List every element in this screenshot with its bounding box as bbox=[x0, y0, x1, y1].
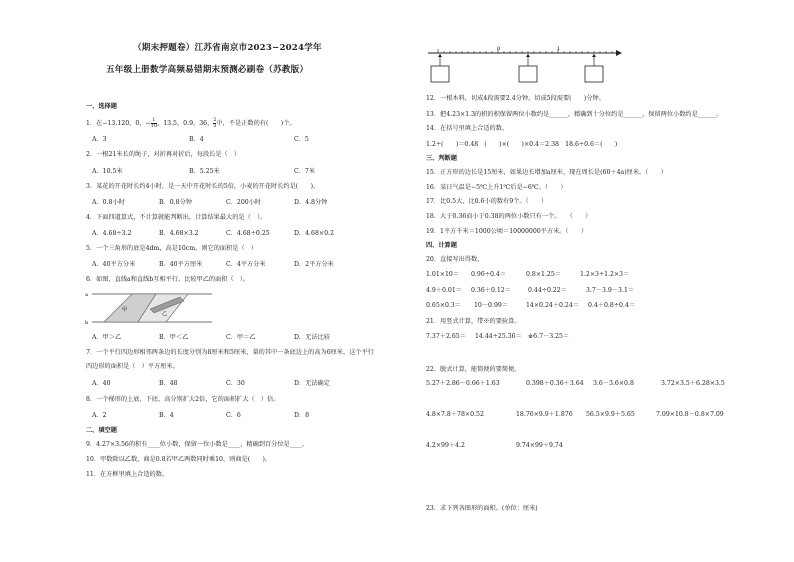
q22-item-3-2: 9.74×99＋9.74 bbox=[516, 442, 563, 449]
tick-label-0: 0 bbox=[497, 46, 501, 52]
q5-option-a[interactable]: A．40平方分米 bbox=[92, 261, 136, 268]
q5-option-b[interactable]: B．40平方厘米 bbox=[159, 261, 203, 268]
q1-fraction-b-num: 2 bbox=[213, 117, 217, 123]
paper-title-line1: （期末押题卷）江苏省南京市2023−2024学年 bbox=[133, 43, 322, 53]
q8-option-b[interactable]: B．4 bbox=[159, 412, 174, 419]
number-line-figure bbox=[426, 44, 622, 86]
question-20: 20．直接写出得数。 bbox=[426, 256, 484, 263]
q20-item-3-1: 0.65×0.3＝ bbox=[426, 302, 461, 309]
q20-item-3-3: 14×0.24＋0.24＝ bbox=[526, 302, 579, 309]
label-a: a bbox=[85, 292, 88, 298]
answer-box-1[interactable] bbox=[431, 66, 449, 82]
q1-option-a[interactable]: A．3 bbox=[92, 136, 107, 143]
q21-item-2: 14.44÷25.36＝ bbox=[475, 333, 522, 340]
q7-option-b[interactable]: B．48 bbox=[159, 380, 178, 387]
q7-option-a[interactable]: A．40 bbox=[92, 380, 111, 387]
pointer-3-head bbox=[592, 54, 596, 57]
q6-parallel-lines-figure bbox=[84, 289, 214, 331]
answer-box-3[interactable] bbox=[585, 66, 603, 82]
q22-item-1-4: 3.72×3.5＋6.28×3.5 bbox=[661, 380, 725, 387]
tick-label-1: 1 bbox=[557, 46, 561, 52]
q22-item-2-1: 4.8×7.8＋78×0.52 bbox=[426, 411, 484, 418]
question-5: 5．一个三角形的底是4dm，高是10cm，则它的面积是（ ） bbox=[86, 245, 258, 252]
q4-option-a[interactable]: A．4.68÷3.2 bbox=[92, 230, 132, 237]
q4-option-c[interactable]: C．4.68÷0.25 bbox=[226, 230, 270, 237]
question-23: 23．求下列各图形的面积。(单位：厘米) bbox=[426, 505, 538, 512]
q1-fraction-a-den: 10 bbox=[150, 123, 158, 129]
q20-item-2-4: 3.7－3.9－3.1＝ bbox=[586, 287, 635, 294]
number-line-ticks bbox=[438, 49, 612, 53]
question-16: 16．某日气温是−5℃上升1℃后是−6℃。（ ） bbox=[426, 184, 567, 191]
q1-fraction-a-num: 1 bbox=[152, 117, 156, 123]
q20-item-3-4: 0.4＋0.8÷0.4＝ bbox=[588, 302, 636, 309]
q20-item-2-2: 0.36＋0.12＝ bbox=[471, 287, 511, 294]
section-true-false: 三、判断题 bbox=[426, 155, 457, 162]
q22-item-2-3: 56.5×9.9＋5.65 bbox=[586, 411, 635, 418]
q6-option-c[interactable]: C．甲＝乙 bbox=[226, 334, 256, 341]
q3-option-a[interactable]: A．0.8小时 bbox=[92, 199, 125, 206]
question-15: 15．正方形的边长是15厘米，如果边长增加a厘米，现在周长是(60＋4a)厘米。（ ） bbox=[426, 169, 667, 176]
q22-item-3-1: 4.2×99＋4.2 bbox=[426, 442, 465, 449]
question-14-blanks[interactable]: 1.2÷( )＝0.48 ( )×( )×0.4＝2.38 18.6÷0.6＝( ) bbox=[426, 141, 618, 148]
q1-option-b[interactable]: B．4 bbox=[189, 136, 204, 143]
label-yi: 乙 bbox=[162, 311, 168, 317]
q7-option-d[interactable]: D．无法确定 bbox=[294, 380, 330, 387]
q20-item-3-2: 10－0.99＝ bbox=[474, 302, 509, 309]
question-21: 21．用竖式计算，带※的要验算。 bbox=[426, 318, 521, 325]
q3-option-c[interactable]: C．200小时 bbox=[226, 199, 262, 206]
question-7-cont: 四边形的面积是（ ）平方厘米。 bbox=[86, 363, 179, 370]
q20-item-1-3: 0.8×1.25＝ bbox=[526, 271, 561, 278]
q20-item-1-2: 0.96÷0.4＝ bbox=[471, 271, 506, 278]
q22-item-1-3: 3.6－3.6×0.8 bbox=[593, 380, 634, 387]
q2-option-b[interactable]: B．5.25米 bbox=[189, 168, 220, 175]
q8-option-c[interactable]: C．6 bbox=[226, 412, 241, 419]
q6-option-b[interactable]: B．甲＜乙 bbox=[159, 334, 189, 341]
q22-item-1-1: 5.27＋2.86－0.66＋1.63 bbox=[426, 380, 500, 387]
question-6: 6．如图，直线a和直线b互相平行。比较甲乙的面积（ ）。 bbox=[86, 276, 250, 283]
question-12: 12．一根木料，切成4段需要2.4分钟，切成5段需要( )分钟。 bbox=[426, 95, 605, 102]
q4-option-b[interactable]: B．4.68×3.2 bbox=[159, 230, 199, 237]
question-18: 18．大于0.36而小于0.38的两位小数只有一个。 （ ） bbox=[426, 213, 592, 220]
question-14: 14．在括号里填上合适的数。 bbox=[426, 125, 509, 132]
q7-option-c[interactable]: C．30 bbox=[226, 380, 245, 387]
answer-box-2[interactable] bbox=[519, 66, 537, 82]
number-line-arrow bbox=[616, 50, 622, 56]
label-b: b bbox=[85, 320, 89, 326]
question-1 bbox=[86, 118, 296, 129]
question-13: 13．把4.23×1.3的积的积保留两位小数约是______，精确到十分位约是______，保留两位小数约是______。 bbox=[426, 111, 723, 118]
q6-option-d[interactable]: D．无法比较 bbox=[294, 334, 330, 341]
question-19: 19．1平方千米＝1000公顷＝10000000平方米。（ ） bbox=[426, 228, 588, 235]
q22-item-1-2: 0.398＋0.36＋3.64 bbox=[526, 380, 584, 387]
q4-option-d[interactable]: D．4.68×0.2 bbox=[294, 230, 334, 237]
q8-option-a[interactable]: A．2 bbox=[92, 412, 107, 419]
question-17: 17．比0.5大，比0.6小的数有9个。（ ） bbox=[426, 198, 548, 205]
q5-option-d[interactable]: D．2平方分米 bbox=[294, 261, 334, 268]
q1-text-a: 1．在−13.120，0，− bbox=[86, 120, 151, 127]
q1-text-c: 中，不是正数的有( )个。 bbox=[216, 120, 296, 127]
q20-item-1-1: 1.01×10＝ bbox=[426, 271, 460, 278]
q3-option-d[interactable]: D．4.8分钟 bbox=[294, 199, 328, 206]
pointer-2-head bbox=[526, 54, 530, 57]
section-choice: 一、选择题 bbox=[86, 103, 117, 110]
q3-option-b[interactable]: B．0.8分钟 bbox=[159, 199, 192, 206]
q22-item-2-2: 18.76×9.9＋1.876 bbox=[516, 411, 573, 418]
label-jia: 甲 bbox=[122, 307, 128, 313]
question-8: 8．一个梯形的上底、下底、高分别扩大2倍，它的面积扩大（ ）倍。 bbox=[86, 396, 280, 403]
q1-fraction-b-den: 3 bbox=[213, 123, 217, 129]
paper-title-line2: 五年级上册数学高频易错期末预测必刷卷（苏教版） bbox=[106, 65, 309, 75]
question-7: 7．一个平行四边形相邻两条边的长度分别为8厘米和5厘米，量的其中一条底边上的高为6厘米，这个平行 bbox=[86, 349, 374, 356]
q1-option-c[interactable]: C．5 bbox=[294, 136, 309, 143]
q2-option-a[interactable]: A．10.5米 bbox=[92, 168, 123, 175]
q22-item-2-4: 7.09×10.8－0.8×7.09 bbox=[656, 411, 724, 418]
q6-option-a[interactable]: A．甲＞乙 bbox=[92, 334, 122, 341]
question-2: 2．一根21米长的绳子，对折再对折后，每段长是（ ） bbox=[86, 151, 241, 158]
q20-item-2-1: 4.9＋0.01＝ bbox=[426, 287, 462, 294]
q1-text-b: ，13.5，0.9，36， bbox=[157, 120, 214, 127]
section-calculation: 四、计算题 bbox=[426, 242, 457, 249]
question-3: 3．某花的开花时长约4小时，是一天中开花时长的5倍，小麦的开花时长约是( )。 bbox=[86, 183, 320, 190]
section-fill-in: 二、填空题 bbox=[86, 427, 117, 434]
q20-item-1-4: 1.2×3÷1.2×3＝ bbox=[580, 271, 630, 278]
q2-option-c[interactable]: C．7米 bbox=[294, 168, 316, 175]
q21-item-1: 7.37＋2.65＝ bbox=[426, 333, 466, 340]
question-9: 9．4.27×3.56的积有____位小数，保留一位小数是____，精确到百分位是____。 bbox=[86, 441, 309, 448]
question-11: 11．在方框里填上合适的数。 bbox=[86, 471, 169, 478]
q20-item-2-3: 0.44÷0.22＝ bbox=[528, 287, 567, 294]
q5-option-c[interactable]: C．4平方分米 bbox=[226, 261, 266, 268]
question-4: 4．下面四道算式，不计算就能判断出，计算结果最大的是（ ）。 bbox=[86, 214, 267, 221]
question-22: 22．脱式计算，能简便的要简便。 bbox=[426, 366, 521, 373]
pointer-1-head bbox=[438, 54, 442, 57]
q21-item-3: ※6.7－3.25＝ bbox=[528, 333, 570, 340]
question-10: 10．甲数除以乙数，商是0.8若甲乙两数同时乘10，则商是( )。 bbox=[86, 456, 272, 463]
q8-option-d[interactable]: D．8 bbox=[294, 412, 310, 419]
